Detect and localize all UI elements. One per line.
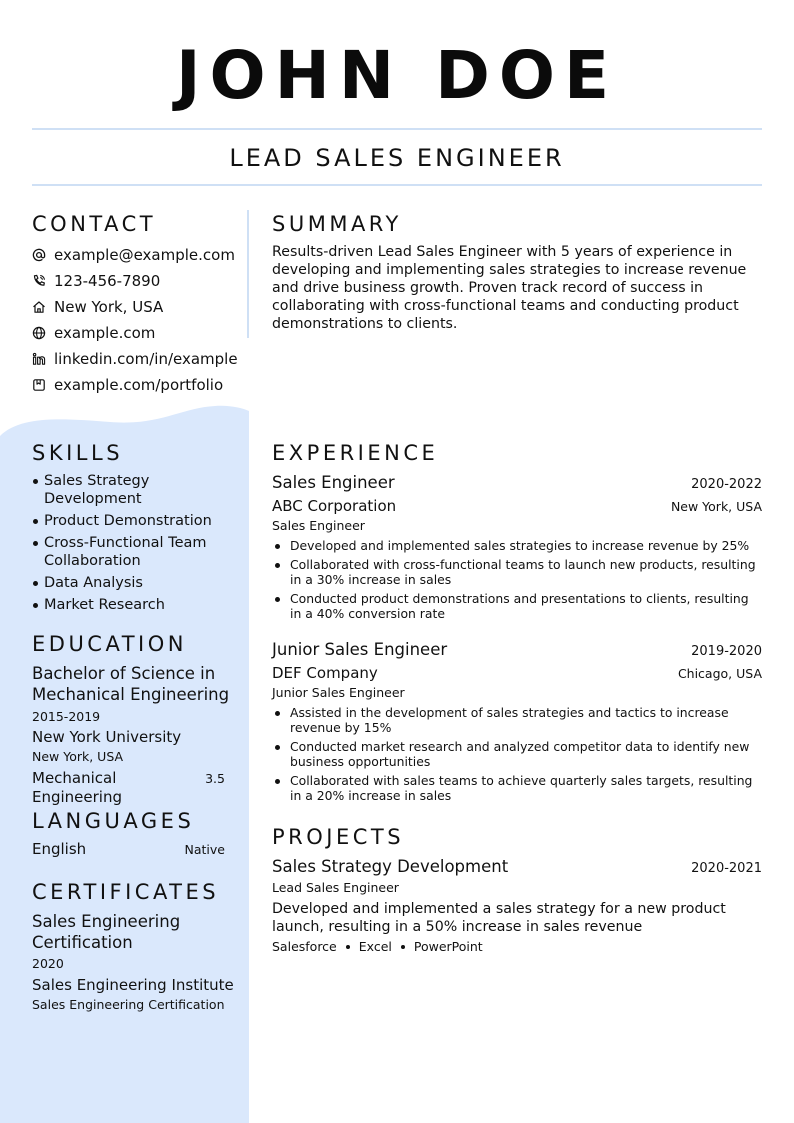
list-item: Collaborated with cross-functional teams to launch new products, resulting in a 30% increase in sales [272,557,762,587]
list-item: Cross-Functional Team Collaboration [32,534,232,570]
skills-list [32,472,232,618]
languages-heading: LANGUAGES [32,809,195,833]
contact-website[interactable] [32,320,242,346]
globe-icon [32,326,46,340]
portfolio-icon [32,378,46,392]
header-top-rule [32,128,762,130]
job-company: DEF Company [272,664,378,682]
project-header [272,857,762,879]
project-tools [272,939,483,955]
list-item: Market Research [32,596,232,614]
separator-dot [401,945,405,949]
candidate-role: LEAD SALES ENGINEER [229,144,565,172]
list-item: Conducted market research and analyzed competitor data to identify new business opportunities [272,739,762,769]
contact-email[interactable] [32,242,242,268]
job-dates: 2019-2020 [691,644,762,659]
job-bullets [272,538,762,625]
list-item: Data Analysis [32,574,232,592]
list-item: Collaborated with sales teams to achieve quarterly sales targets, resulting in a 20% increase in sales [272,773,762,803]
list-item: Developed and implemented sales strategies to increase revenue by 25% [272,538,762,553]
education-field: Mechanical Engineering [32,769,122,806]
skills-heading: SKILLS [32,441,124,465]
summary-heading: SUMMARY [272,212,402,236]
summary-text: Results-driven Lead Sales Engineer with 5 years of experience in developing and implementing sales strategies to increase revenue and drive business growth. Proven track record of success in collaborating with cross-functional teams and conducting product demonstrations to clients. [272,244,747,332]
education-heading: EDUCATION [32,632,187,656]
job-position: Junior Sales Engineer [272,685,405,700]
project-dates: 2020-2021 [691,861,762,876]
list-item: Sales Strategy Development [32,472,232,508]
job-title: Junior Sales Engineer [272,640,448,659]
contact-linkedin[interactable] [32,346,242,372]
job-location: Chicago, USA [677,666,762,681]
language-name: English [32,840,87,858]
job-company-row [272,664,762,683]
contact-phone-text: 123-456-7890 [54,272,161,290]
contact-heading: CONTACT [32,212,157,236]
tool-tag: Salesforce [272,939,337,954]
job-company: ABC Corporation [272,497,397,515]
column-divider [247,210,249,338]
project-name: Sales Strategy Development [272,857,509,876]
certificate-name: Sales Engineering Certification [32,912,181,952]
job-location: New York, USA [670,499,762,514]
education-gpa: 3.5 [205,771,225,786]
home-icon [32,300,46,314]
language-level: Native [184,842,225,857]
education-school: New York University [32,728,182,746]
candidate-name: JOHN DOE [175,37,619,114]
job-header [272,473,762,495]
job-dates: 2020-2022 [691,477,762,492]
contact-list [32,242,242,398]
separator-dot [346,945,350,949]
job-bullets [272,705,762,807]
tool-tag: PowerPoint [413,939,483,954]
education-location: New York, USA [32,749,124,764]
certificate-year: 2020 [32,956,64,971]
projects-heading: PROJECTS [272,825,405,849]
education-degree: Bachelor of Science in Mechanical Engineering [32,664,230,704]
list-item: Conducted product demonstrations and presentations to clients, resulting in a 40% conversion rate [272,591,762,621]
linkedin-icon [32,352,46,366]
contact-portfolio-text: example.com/portfolio [54,376,224,394]
project-description: Developed and implemented a sales strategy for a new product launch, resulting in a 50% increase in sales revenue [272,901,726,935]
contact-linkedin-text: linkedin.com/in/example [54,350,238,368]
job-header [272,640,762,662]
list-item: Product Demonstration [32,512,232,530]
language-row [32,840,225,859]
contact-email-text: example@example.com [54,246,235,264]
contact-portfolio[interactable] [32,372,242,398]
project-role: Lead Sales Engineer [272,880,399,895]
job-position: Sales Engineer [272,518,365,533]
list-item: Assisted in the development of sales strategies and tactics to increase revenue by 15% [272,705,762,735]
certificate-issuer: Sales Engineering Institute [32,976,234,994]
contact-phone[interactable] [32,268,242,294]
contact-location-text: New York, USA [54,298,164,316]
certificates-heading: CERTIFICATES [32,880,220,904]
header-bottom-rule [32,184,762,186]
at-icon [32,248,46,262]
education-field-row [32,769,225,807]
experience-heading: EXPERIENCE [272,441,439,465]
contact-location [32,294,242,320]
certificate-detail: Sales Engineering Certification [32,997,225,1012]
tool-tag: Excel [358,939,392,954]
education-dates: 2015-2019 [32,709,101,724]
job-title: Sales Engineer [272,473,395,492]
job-company-row [272,497,762,516]
phone-icon [32,274,46,288]
contact-website-text: example.com [54,324,156,342]
